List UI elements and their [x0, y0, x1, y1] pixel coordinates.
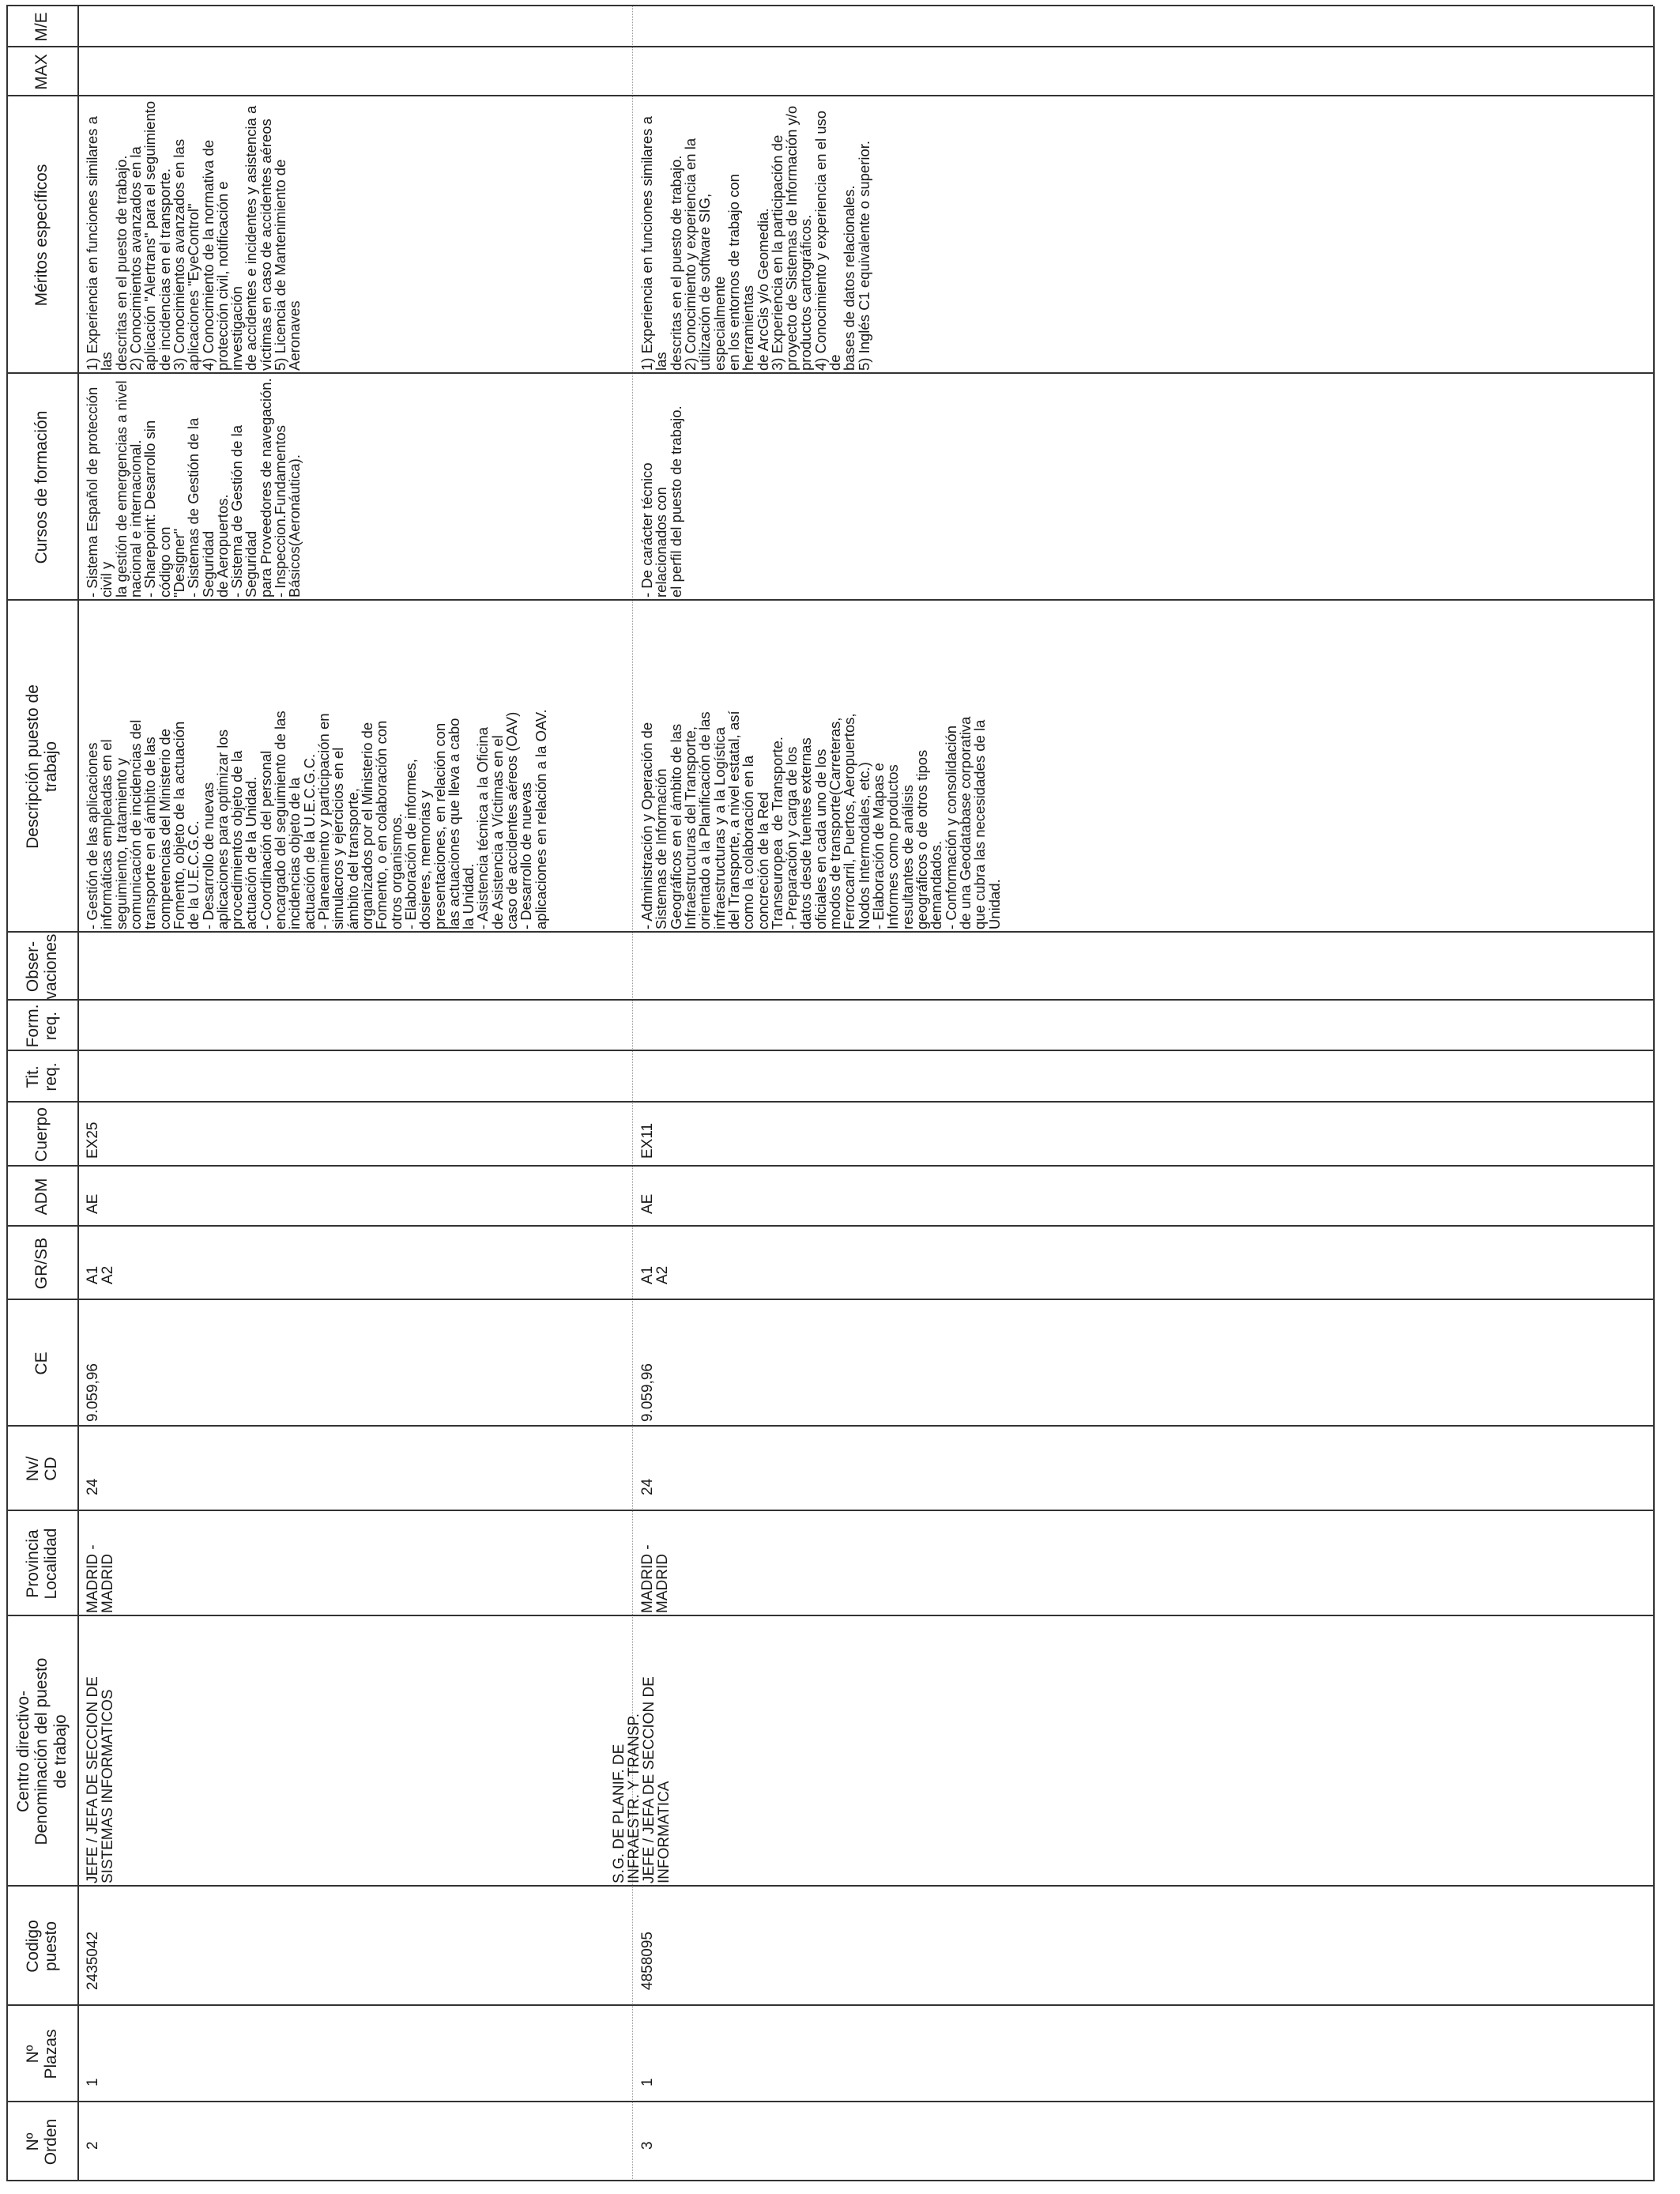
- header-form: Form. req.: [23, 1004, 60, 1048]
- header-ce: CE: [32, 1351, 51, 1375]
- row2-cursos: - De carácter técnico relacionados con el perfil del puesto de trabajo.: [638, 405, 684, 598]
- row2-centro-directivo: S.G. DE PLANIF. DE INFRAESTR. Y TRANSP.: [611, 1713, 642, 1883]
- row1-grsb: A1 A2: [85, 1265, 116, 1284]
- column-border: [6, 1050, 1653, 1051]
- column-border: [6, 1299, 1653, 1300]
- column-border: [6, 2004, 1653, 2006]
- row2-centro: JEFE / JEFA DE SECCION DE INFORMATICA: [641, 1676, 672, 1883]
- header-max: MAX: [32, 54, 51, 90]
- header-nivel: Nv/ CD: [23, 1456, 60, 1482]
- column-border: [6, 1101, 1653, 1103]
- table-border: [77, 6, 79, 2181]
- row1-codigo: 2435042: [85, 1932, 101, 1990]
- header-observaciones: Obser- vaciones: [23, 933, 60, 1000]
- row1-cuerpo: EX25: [85, 1122, 101, 1159]
- row1-meritos: 1) Experiencia en funciones similares a las descritas en el puesto de trabajo. 2) Conocimientos avanzados en la aplicación "Alertrans" para el seguimiento de incidencias en el transporte. 3) Conocimientos avanzados en las aplicaciones "EyeControl" 4) Conocimiento de la normativa de protección civil, notificación e investigación de accidentes e incidentes y asistencia a víctimas en caso de accidentes aéreos 5) Licencia de Mantenimiento de Aeronaves: [84, 100, 303, 371]
- column-border: [6, 1165, 1653, 1167]
- column-border: [6, 372, 1653, 374]
- header-plazas: Nº Plazas: [23, 2029, 60, 2079]
- header-descripcion: Descripción puesto de trabajo: [23, 684, 60, 849]
- column-border: [6, 1425, 1653, 1427]
- header-provincia: Provincia Localidad: [23, 1528, 60, 1600]
- column-border: [6, 95, 1653, 96]
- row1-plazas: 1: [85, 2078, 101, 2087]
- row2-plazas: 1: [639, 2078, 656, 2087]
- row2-adm: AE: [639, 1193, 656, 1214]
- row2-grsb: A1 A2: [639, 1265, 671, 1284]
- column-border: [6, 931, 1653, 933]
- row1-adm: AE: [85, 1193, 101, 1214]
- row2-codigo: 4858095: [639, 1932, 656, 1990]
- row2-descripcion: - Administración y Operación de Sistemas de Información Geográficos en el ámbito de las Infraestructuras del Transporte, orientado a la Planificación de las infraestructuras y a la Logística del Transporte, a nivel estatal, así como la colaboración en la concreción de la Red Transeuropea de Transporte. - Preparación y carga de los datos desde fuentes externas oficiales en cada uno de los modos de transporte(Carreteras, Ferrocarril, Puertos, Aeropuertos, Nodos Intermodales, etc.) - Elaboración de Mapas e Informes como productos resultantes de análisis geográficos o de otros tipos demandados. - Conformación y consolidación de una Geodatabase corporativa que cubra las necesidades de la Unidad.: [638, 711, 1003, 929]
- row1-provincia: MADRID - MADRID: [85, 1544, 116, 1613]
- row1-nivel: 24: [85, 1478, 101, 1495]
- row2-nivel: 24: [639, 1478, 656, 1495]
- column-border: [6, 1225, 1653, 1227]
- table-border: [1653, 6, 1655, 2181]
- column-border: [6, 2180, 1653, 2181]
- column-border: [6, 1510, 1653, 1511]
- row2-provincia: MADRID - MADRID: [639, 1544, 671, 1613]
- header-meritos: Méritos específicos: [32, 164, 51, 307]
- row1-descripcion: - Gestión de las aplicaciones informáticas empleadas en el seguimiento, tratamiento y comunicación de incidencias del transporte en el ámbito de las competencias del Ministerio de Fomento, objeto de la actuación de la U.E.C.G.C. - Desarrollo de nuevas aplicaciones para optimizar los procedimientos objeto de la actuación de la Unidad. - Coordinación del personal encargado del seguimiento de las incidencias objeto de la actuación de la U.E.C.G.C. - Planeamiento y participación en simulacros y ejercicios en el ámbito del transporte, organizados por el Ministerio de Fomento, o en colaboración con otros organismos. - Elaboración de informes, dosieres, memorias y presentaciones, en relación con las actuaciones que lleva a cabo la Unidad. - Asistencia técnica a la Oficina de Asistencia a Víctimas en el caso de accidentes aéreos (OAV) - Desarrollo de nuevas aplicaciones en relación a la OAV.: [84, 709, 549, 929]
- row2-meritos: 1) Experiencia en funciones similares a las descritas en el puesto de trabajo. 2) Conocimiento y experiencia en la utilización de software SIG, especialmente en los entornos de trabajo con herramientas de ArcGis y/o Geomedia. 3) Experiencia en la participación de proyecto de Sistemas de Información y/o productos cartográficos. 4) Conocimiento y experiencia en el uso de bases de datos relacionales. 5) Inglés C1 equivalente o superior.: [638, 105, 872, 371]
- header-me: M/E: [32, 12, 51, 42]
- header-centro: Centro directivo- Denominación del puesto de trabajo: [14, 1657, 70, 1845]
- header-cursos: Cursos de formación: [32, 410, 51, 564]
- header-cuerpo: Cuerpo: [32, 1107, 51, 1162]
- column-border: [6, 46, 1653, 47]
- row2-cuerpo: EX11: [639, 1122, 656, 1159]
- row1-orden: 2: [85, 2141, 101, 2150]
- header-codigo: Codigo puesto: [23, 1920, 60, 1973]
- row1-ce: 9.059,96: [85, 1363, 101, 1422]
- row2-ce: 9.059,96: [639, 1363, 656, 1422]
- header-orden: Nº Orden: [23, 2118, 60, 2166]
- row1-cursos: - Sistema Español de protección civil y la gestión de emergencias a nivel nacional e internacional. - Sharepoint: Desarrollo sin código con "Designer" - Sistemas de Gestión de la Seguridad de Aeropuertos. - Sistema de Gestión de la Seguridad para Proveedores de navegación. - Inspeccion.Fundamentos Básicos(Aeronáutica).: [84, 378, 303, 598]
- column-border: [6, 2101, 1653, 2102]
- header-tit: Tit. req.: [23, 1062, 60, 1091]
- header-adm: ADM: [32, 1178, 51, 1216]
- column-border: [6, 1615, 1653, 1616]
- column-border: [6, 1885, 1653, 1887]
- column-border: [6, 599, 1653, 601]
- row1-centro: JEFE / JEFA DE SECCION DE SISTEMAS INFORMATICOS: [85, 1676, 116, 1883]
- header-grsb: GR/SB: [32, 1237, 51, 1290]
- row2-orden: 3: [639, 2141, 656, 2150]
- column-border: [6, 999, 1653, 1001]
- column-border: [6, 5, 1653, 6]
